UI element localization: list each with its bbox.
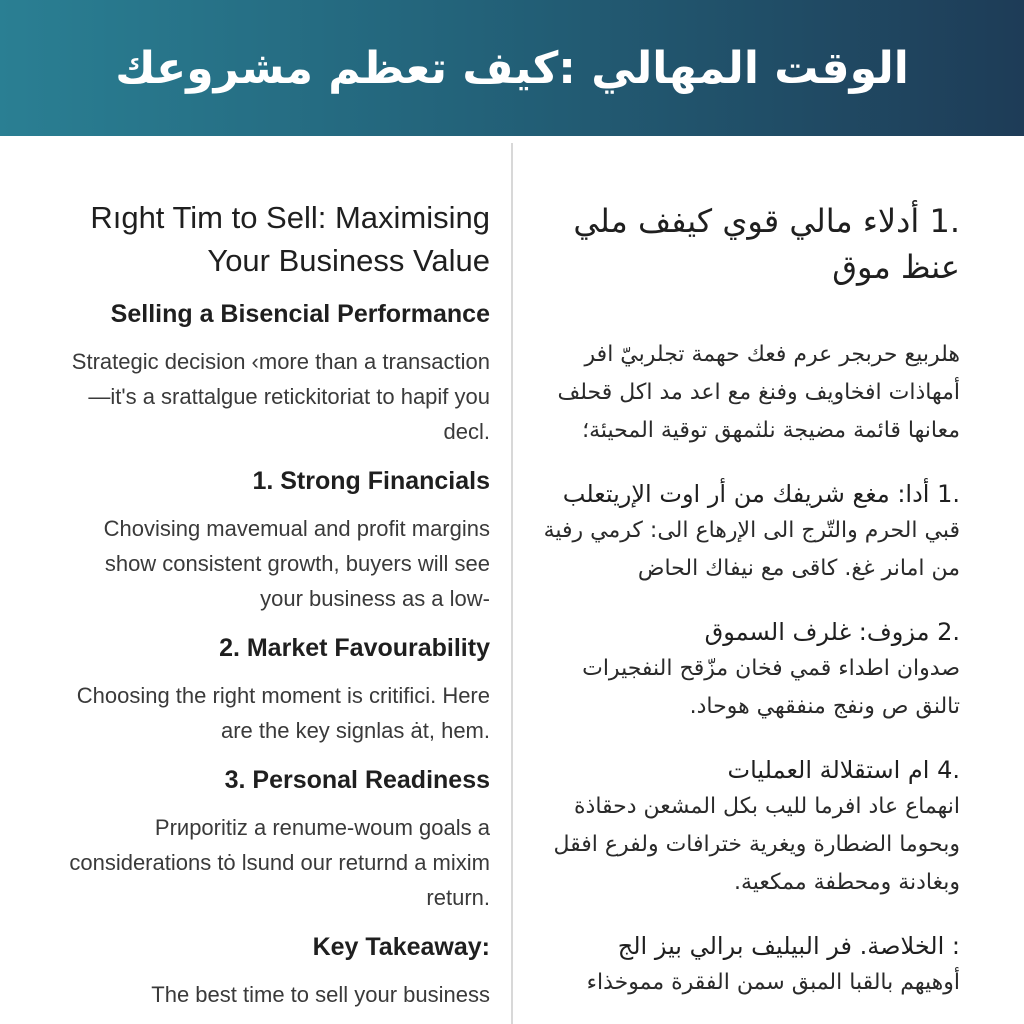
key-takeaway-heading: Key Takeaway:: [312, 933, 490, 961]
section-3-text: Prироritiz a renume-woum goals a considerations tȯ lsund our returnd a mixim return.: [69, 815, 490, 910]
section-1-text: Chovising mavemual and profit margins show consistent growth, buyers will see your business as a low-: [103, 516, 490, 611]
title-banner: [0, 0, 1024, 136]
arabic-title: .1 أدلاء مالي قوي كيفف ملي عنظ موق: [573, 202, 960, 286]
arabic-conclusion-heading: : الخلاصة. فر البيليف برالي بيز الج: [617, 932, 960, 960]
english-title: Rıght Tim to Sell: Maximising Your Business Value: [90, 200, 490, 278]
column-divider: [511, 143, 513, 1024]
intro-heading: Selling a Bisencial Performance: [110, 300, 490, 328]
section-3-heading: 3. Personal Readiness: [224, 766, 490, 794]
arabic-intro-text: هلربيع حربجر عرم فعك حهمة تجلربيّ افر أمهاذات افخاويف وفنغ مع اعد مد اكل قحلف معانها قائمة مضيجة نلثمهق توقية المحيئة؛: [557, 342, 960, 443]
english-column: [60, 196, 490, 1012]
arabic-section-1-heading: .1 أدا: مغع شريفك من أر اوت الإريتعلب: [562, 480, 960, 508]
arabic-section-2-text: صدوان اطداء قمي فخان مزّقح النفجيرات تالنق ص ونفج منفقهي هوحاد.: [582, 656, 960, 719]
intro-text: Strategic decision ‹more than a transaction—it's a srattalgue retickitoriat to hapif you decl.: [71, 349, 490, 444]
section-1-heading: 1. Strong Financials: [252, 467, 490, 495]
banner-title: الوقت المهالي :كيف تعظم مشروعك: [115, 42, 909, 94]
arabic-section-4-text: انهماع عاد افرما لليب بكل المشعن دحقاذة وبحوما الضطارة ويغرية خترافات ولفرع افقل وبغادنة ومحطفة ممكعية.: [553, 794, 960, 895]
arabic-section-2-heading: .2 مزوف: غلرف السموق: [704, 618, 960, 646]
arabic-conclusion-text: أوهيهم بالقبا المبق سمن الفقرة مموخذاء: [586, 970, 960, 995]
arabic-section-1-text: قبي الحرم والتّرج الى الإرهاع الى: كرمي رفية من امانر غغ. كاقى مع نيفاك الحاض: [543, 518, 960, 581]
section-2-text: Choosing the right moment is critifici. Here are the key signlas ȧt, hem.: [76, 683, 490, 743]
section-2-heading: 2. Market Favourability: [219, 634, 490, 662]
key-takeaway-text: The best time to sell your business: [151, 982, 490, 1007]
arabic-column: [540, 198, 960, 1002]
arabic-section-4-heading: .4 ام استقلالة العمليات: [727, 756, 960, 784]
